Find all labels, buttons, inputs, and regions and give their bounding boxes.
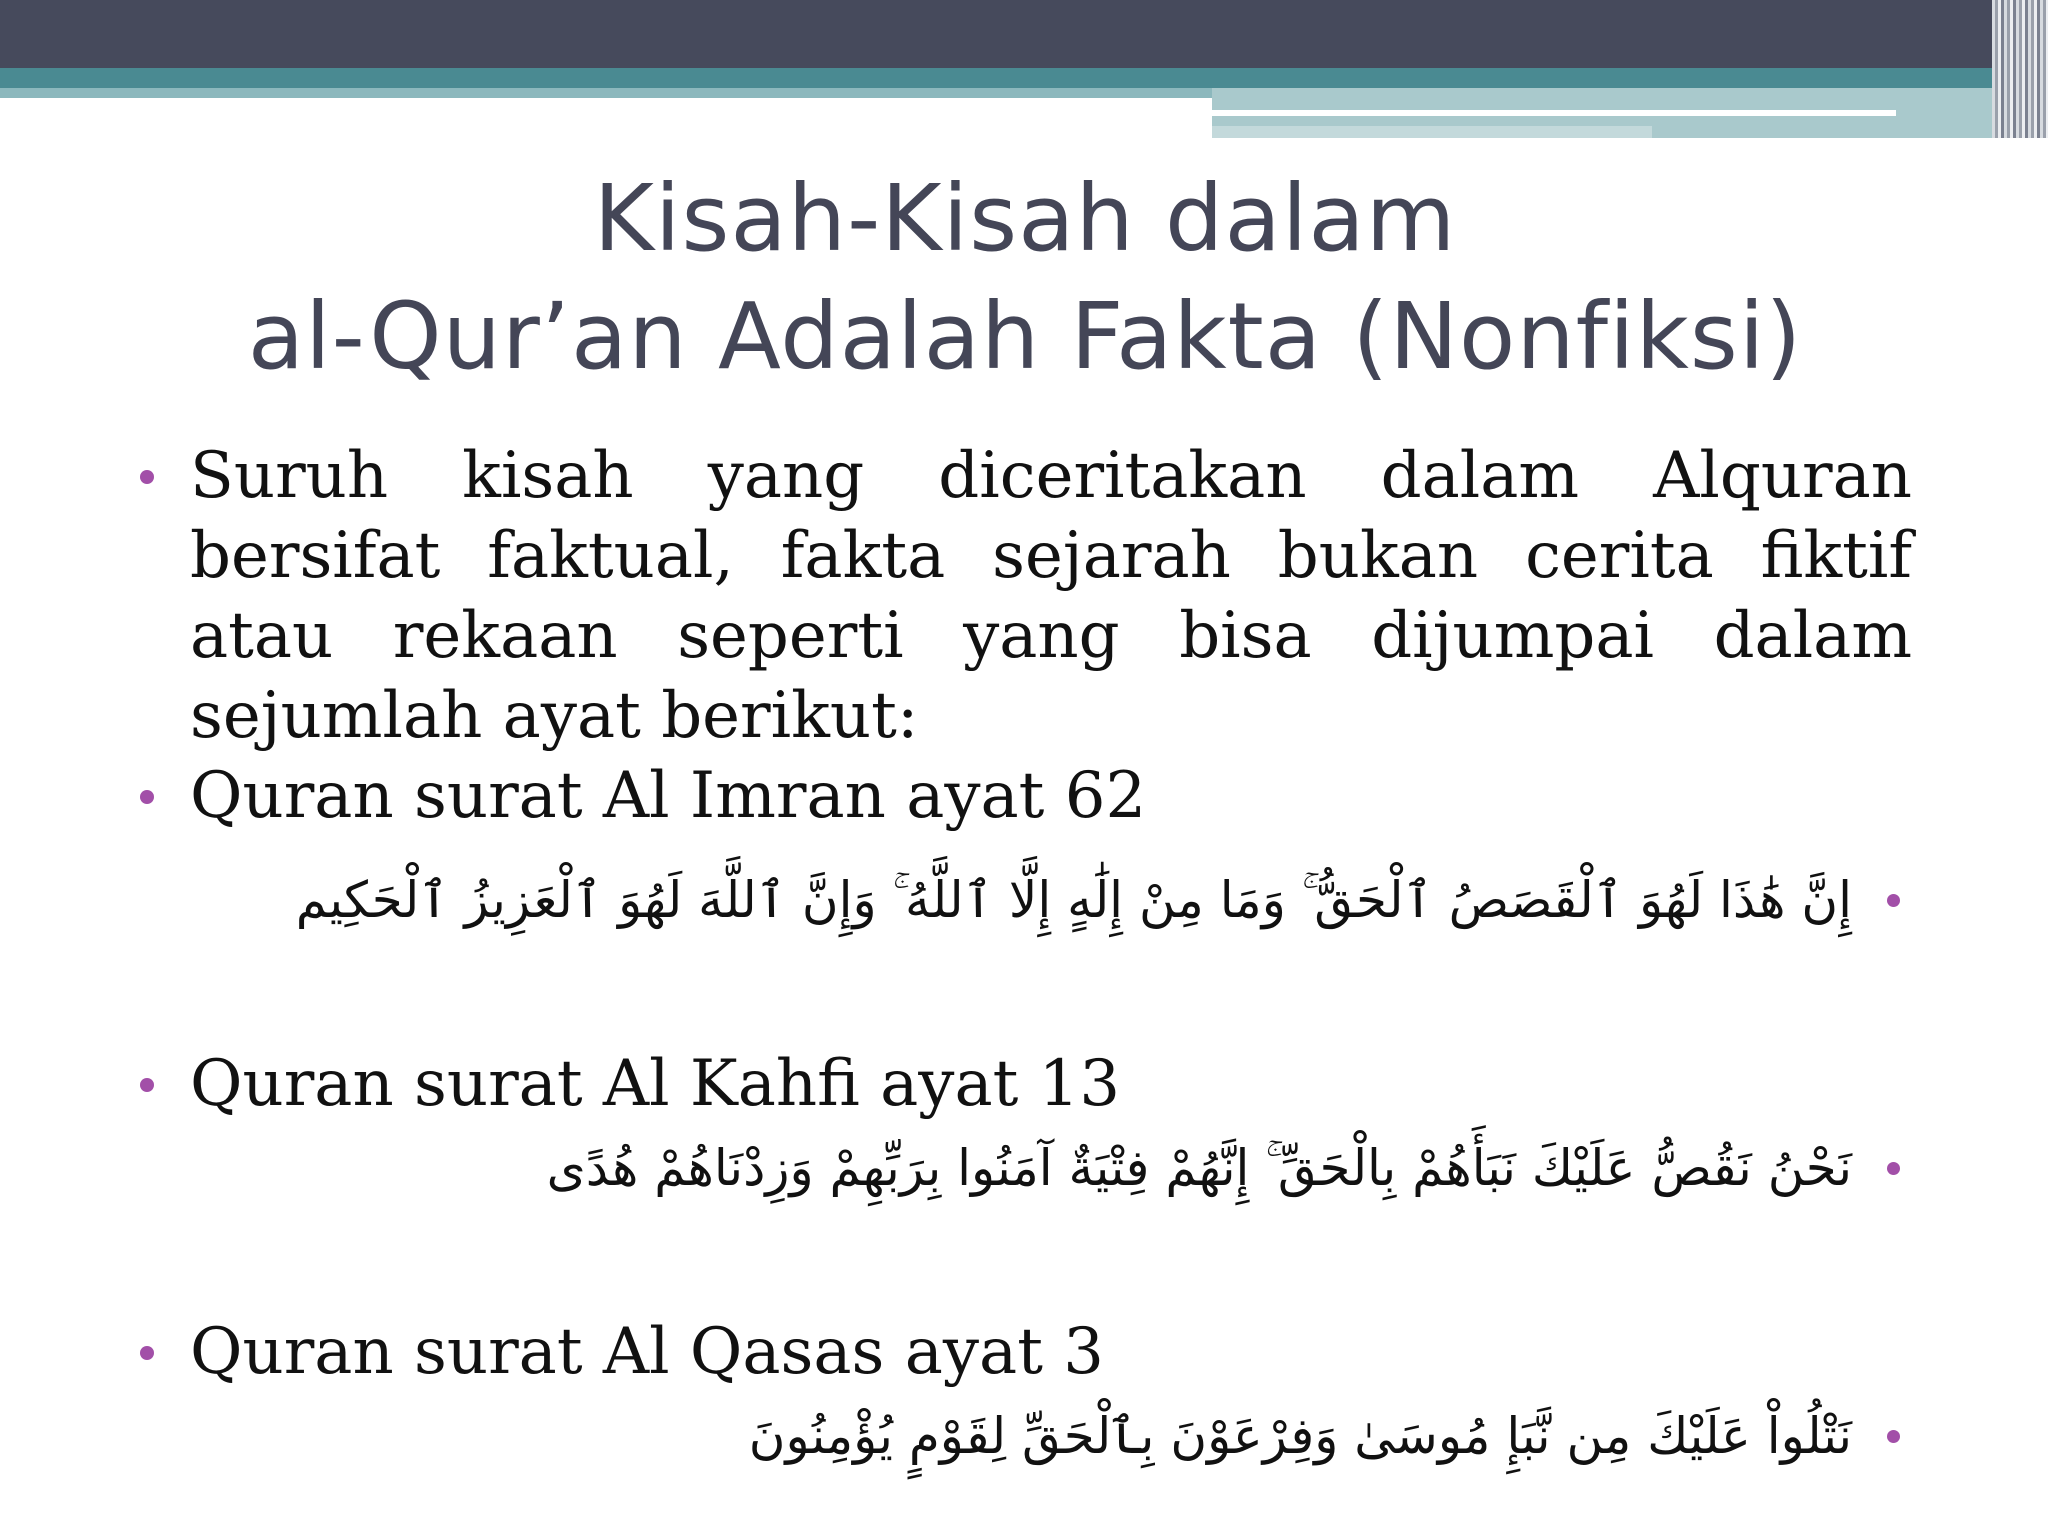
verse-heading-3 [132, 1312, 1912, 1392]
slide-content [132, 436, 1912, 1472]
arabic-verse-1 [132, 864, 1944, 936]
top-white-line [1212, 110, 1896, 116]
arabic-verse-text: نَتْلُواْ عَلَيْكَ مِن نَّبَإِ مُوسَىٰ وَفِرْعَوْنَ بِٱلْحَقِّ لِقَوْمٍ يُؤْمِنُونَ [748, 1407, 1852, 1465]
bullet-dot-icon [1887, 894, 1900, 907]
verse-heading-text: Quran surat Al Qasas ayat 3 [190, 1315, 1104, 1389]
bullet-dot-icon [1887, 1162, 1900, 1175]
verse-heading-1 [132, 756, 1912, 836]
arabic-verse-3 [132, 1400, 1944, 1472]
bullet-dot-icon [1887, 1430, 1900, 1443]
top-teal-bar [0, 68, 2048, 88]
top-light-bar-right-lower [1212, 126, 1652, 138]
arabic-verse-2 [132, 1132, 1944, 1204]
top-light-bar-left [0, 88, 1212, 98]
verse-heading-text: Quran surat Al Kahfi ayat 13 [190, 1047, 1121, 1121]
verse-heading-text: Quran surat Al Imran ayat 62 [190, 759, 1147, 833]
bullet-dot-icon [140, 1346, 154, 1360]
verse-heading-2 [132, 1044, 1912, 1124]
top-dark-bar [0, 0, 2048, 68]
bullet-dot-icon [140, 790, 154, 804]
arabic-verse-text: إِنَّ هَٰذَا لَهُوَ ٱلْقَصَصُ ٱلْحَقُّ ۚ وَمَا مِنْ إِلَٰهٍ إِلَّا ٱللَّهُ ۚ وَإِنَّ ٱللَّهَ لَهُوَ ٱلْعَزِيزُ ٱلْحَكِيم [295, 871, 1852, 929]
arabic-verse-text: نَحْنُ نَقُصُّ عَلَيْكَ نَبَأَهُمْ بِالْحَقِّ ۚ إِنَّهُمْ فِتْيَةٌ آمَنُوا بِرَبِّهِمْ وَزِدْنَاهُمْ هُدًى [546, 1139, 1852, 1197]
corner-stripes [1992, 0, 2048, 138]
intro-text: Suruh kisah yang diceritakan dalam Alquran bersifat faktual, fakta sejarah bukan cerita fiktif atau rekaan seperti yang bisa dijumpai dalam sejumlah ayat berikut: [190, 439, 1912, 753]
bullet-dot-icon [140, 1078, 154, 1092]
slide-title [200, 160, 1850, 396]
title-line-1: Kisah-Kisah dalam [593, 165, 1457, 272]
title-line-2: al-Qur’an Adalah Fakta (Nonfiksi) [247, 283, 1803, 390]
intro-bullet [132, 436, 1912, 756]
bullet-dot-icon [140, 470, 154, 484]
